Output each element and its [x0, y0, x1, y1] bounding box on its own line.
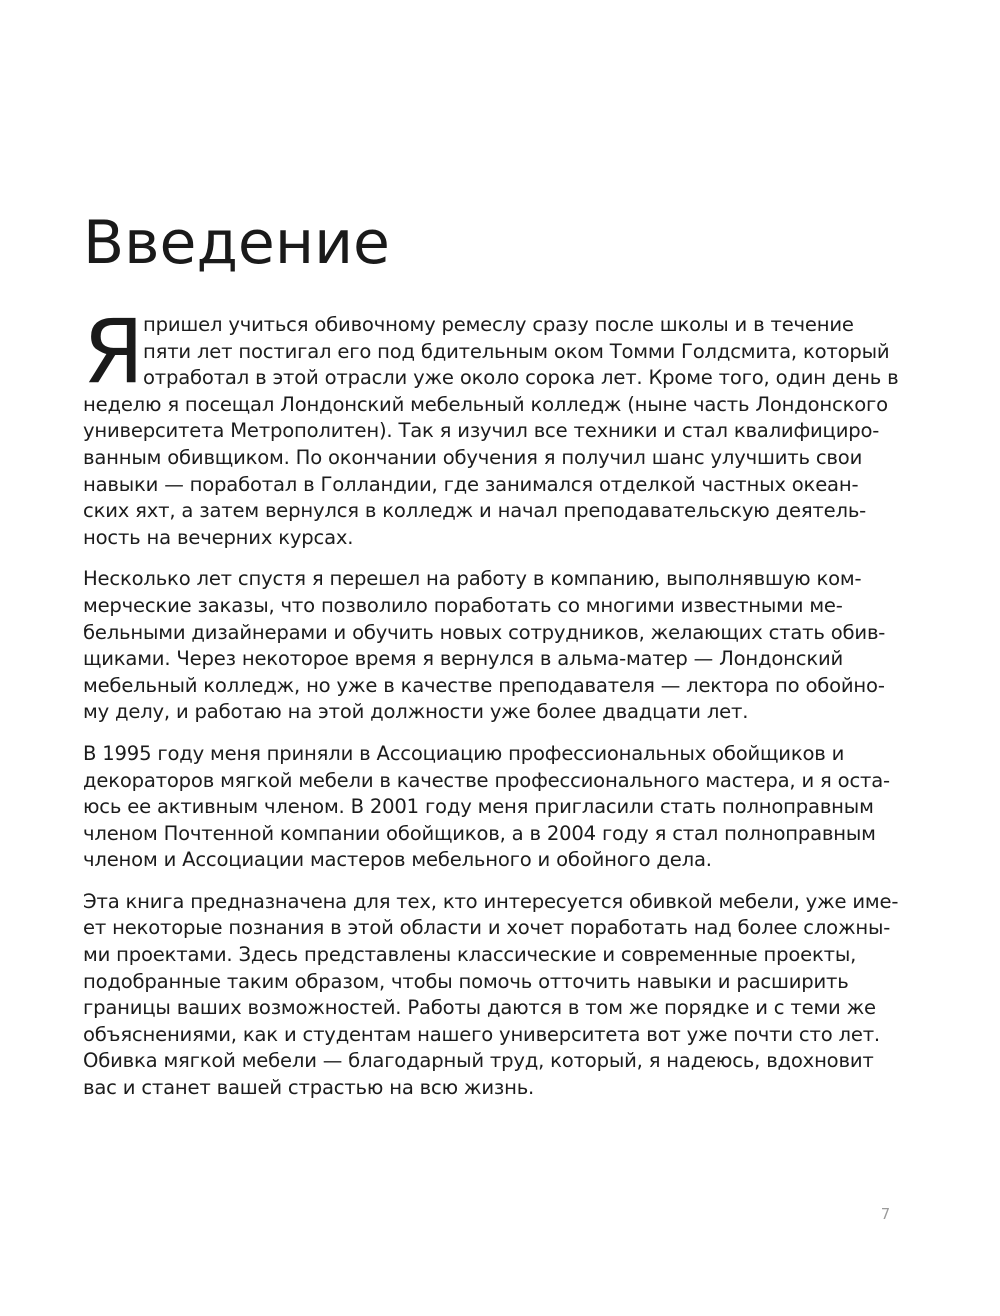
- paragraph-line: ванным обивщиком. По окончании обучения я получил шанс улучшить свои: [83, 445, 863, 469]
- paragraph-line: границы ваших возможностей. Работы даются в том же порядке и с теми же: [83, 996, 876, 1020]
- paragraph-line: вас и станет вашей страстью на всю жизнь.: [83, 1076, 535, 1100]
- paragraph-line: пяти лет постигал его под бдительным оком Томми Голдсмита, который: [143, 339, 890, 363]
- paragraph-line: декораторов мягкой мебели в качестве профессионального мастера, и я оста-: [83, 768, 890, 792]
- paragraph-line: неделю я посещал Лондонский мебельный колледж (ныне часть Лондонского: [83, 392, 888, 416]
- paragraph-line: ет некоторые познания в этой области и хочет поработать над более сложны-: [83, 916, 891, 940]
- paragraph-line: ми проектами. Здесь представлены классические и современные проекты,: [83, 943, 857, 967]
- paragraph-line: подобранные таким образом, чтобы помочь отточить навыки и расширить: [83, 969, 849, 993]
- paragraph-line: отработал в этой отрасли уже около сорока лет. Кроме того, один день в: [143, 366, 899, 390]
- paragraph-4: [83, 889, 903, 1102]
- paragraph-line: Обивка мягкой мебели — благодарный труд, который, я надеюсь, вдохновит: [83, 1049, 874, 1073]
- paragraph-3: [83, 741, 903, 874]
- paragraph-line: щиками. Через некоторое время я вернулся в альма-матер — Лондонский: [83, 647, 844, 671]
- paragraph-line: членом Почтенной компании обойщиков, а в 2004 году я стал полноправным: [83, 821, 876, 845]
- paragraph-line: мебельный колледж, но уже в качестве преподавателя — лектора по обойно-: [83, 673, 885, 697]
- drop-cap: Я: [83, 300, 143, 403]
- paragraph-1: [83, 300, 903, 551]
- paragraph-2: [83, 566, 903, 726]
- paragraph-line: мерческие заказы, что позволило поработать со многими известными ме-: [83, 593, 843, 617]
- paragraph-line: бельными дизайнерами и обучить новых сотрудников, желающих стать обив-: [83, 620, 886, 644]
- paragraph-line: Несколько лет спустя я перешел на работу в компанию, выполнявшую ком-: [83, 567, 862, 591]
- page-number: 7: [881, 1205, 891, 1223]
- paragraph-line: членом и Ассоциации мастеров мебельного и обойного дела.: [83, 848, 712, 872]
- chapter-body: [83, 300, 903, 1117]
- paragraph-line: пришел учиться обивочному ремеслу сразу после школы и в течение: [143, 313, 854, 336]
- paragraph-line: университета Метрополитен). Так я изучил все техники и стал квалифициро-: [83, 419, 880, 443]
- paragraph-line: ность на вечерних курсах.: [83, 525, 354, 549]
- paragraph-line: му делу, и работаю на этой должности уже более двадцати лет.: [83, 700, 749, 724]
- paragraph-line: Эта книга предназначена для тех, кто интересуется обивкой мебели, уже име-: [83, 889, 899, 913]
- paragraph-line: В 1995 году меня приняли в Ассоциацию профессиональных обойщиков и: [83, 741, 845, 765]
- paragraph-line: объяснениями, как и студентам нашего университета вот уже почти сто лет.: [83, 1022, 880, 1046]
- paragraph-line: юсь ее активным членом. В 2001 году меня пригласили стать полноправным: [83, 795, 874, 819]
- paragraph-line: ских яхт, а затем вернулся в колледж и начал преподавательскую деятель-: [83, 499, 867, 523]
- chapter-title: Введение: [83, 208, 390, 278]
- paragraph-line: навыки — поработал в Голландии, где занимался отделкой частных океан-: [83, 472, 859, 496]
